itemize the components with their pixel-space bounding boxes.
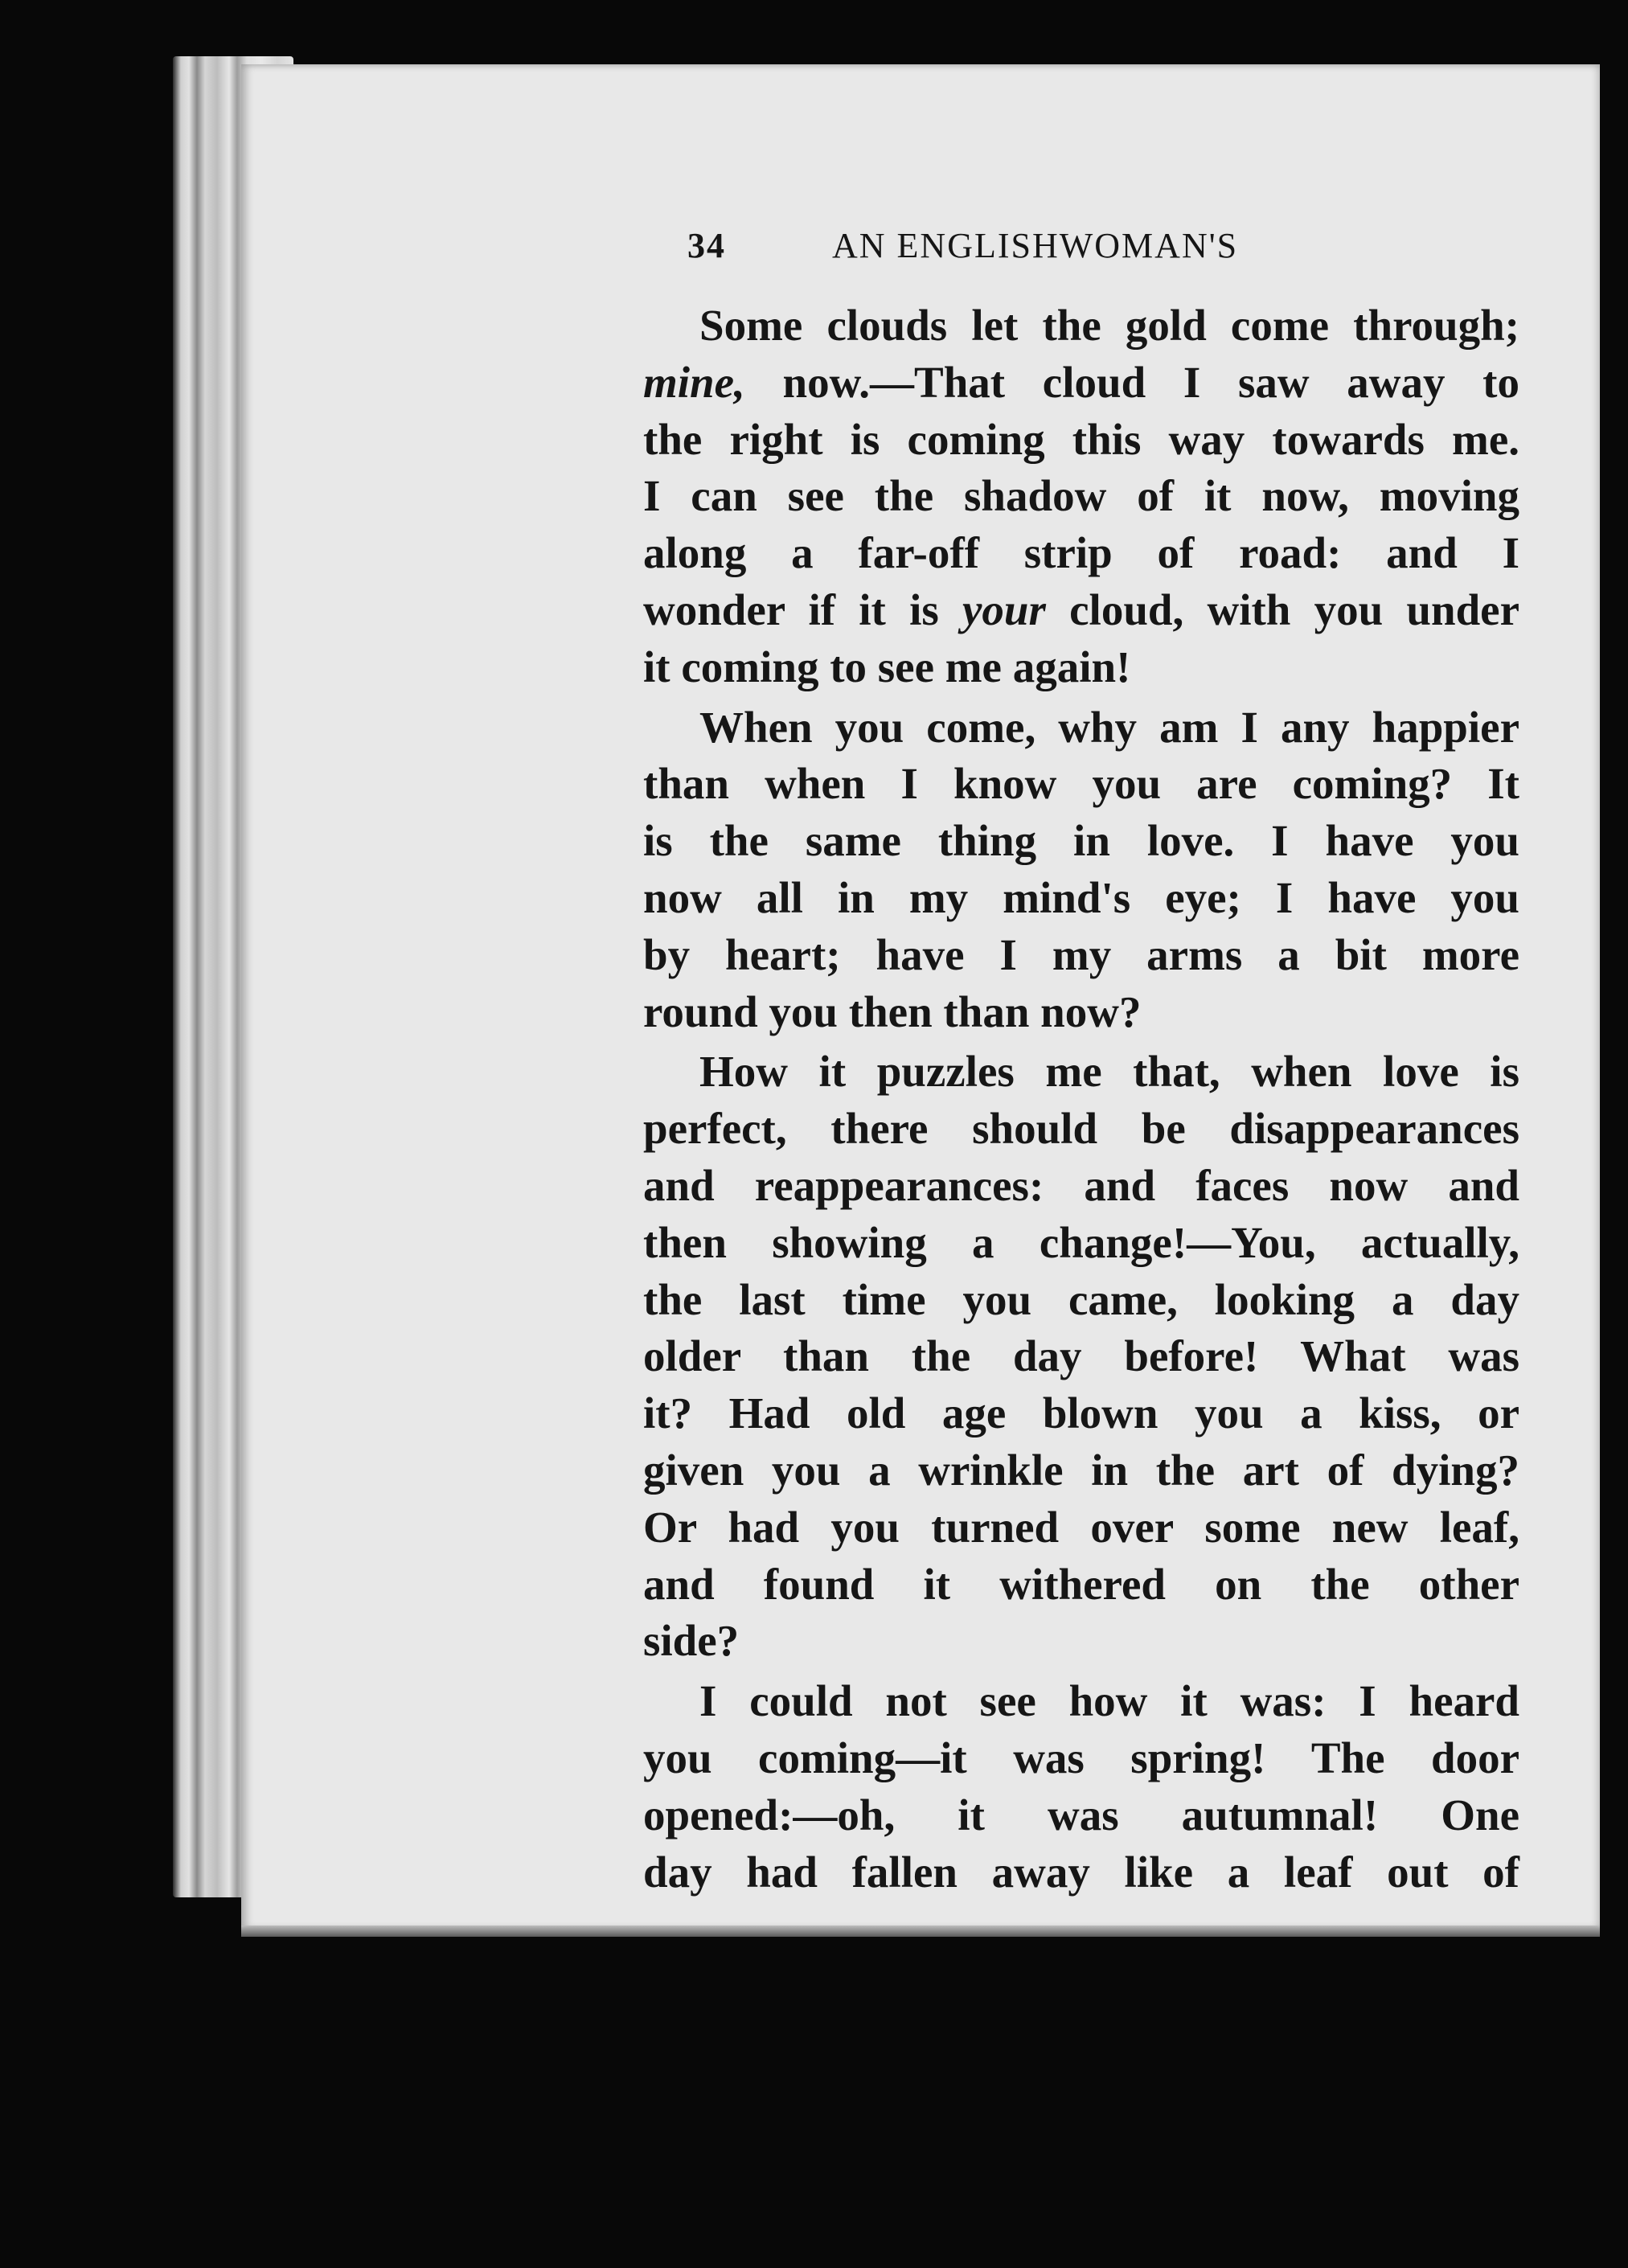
text-line: given you a wrinkle in the art of dying? xyxy=(643,1445,1519,1495)
page-number: 34 xyxy=(687,226,726,265)
text-line: mine, now.—That cloud I saw away to xyxy=(643,357,1519,407)
italic-word: mine, xyxy=(643,357,745,407)
text-line: round you then than now? xyxy=(643,986,1142,1036)
text-line: and found it withered on the other xyxy=(643,1559,1519,1609)
text-line: than when I know you are coming? It xyxy=(643,759,1519,809)
text-line: it? Had old age blown you a kiss, or xyxy=(643,1388,1519,1438)
text-line: now all in my mind's eye; I have you xyxy=(643,872,1519,922)
page-bottom-edge xyxy=(241,1926,1600,1937)
text-line: day had fallen away like a leaf out of xyxy=(643,1847,1519,1897)
text-line: and reappearances: and faces now and xyxy=(643,1160,1519,1210)
text-line: side? xyxy=(643,1616,740,1666)
text-line: When you come, why am I any happier xyxy=(699,702,1519,752)
italic-word: your xyxy=(962,584,1046,634)
paragraph-4 xyxy=(643,1673,1519,1901)
text-line: opened:—oh, it was autumnal! One xyxy=(643,1790,1519,1839)
page-text-block xyxy=(643,225,1519,1901)
text-line: along a far-off strip of road: and I xyxy=(643,528,1519,578)
paragraph-2 xyxy=(643,699,1519,1041)
text-line: then showing a change!—You, actually, xyxy=(643,1217,1519,1267)
text-line: I could not see how it was: I heard xyxy=(699,1676,1519,1726)
text-line: wonder if it is your cloud, with you under xyxy=(643,584,1519,634)
paragraph-1 xyxy=(643,297,1519,696)
text-line: is the same thing in love. I have you xyxy=(643,816,1519,866)
text-line: the right is coming this way towards me. xyxy=(643,414,1519,464)
text-line: perfect, there should be disappearances xyxy=(643,1104,1519,1154)
text-line: Or had you turned over some new leaf, xyxy=(643,1502,1519,1552)
paragraph-3 xyxy=(643,1044,1519,1670)
text-line: I can see the shadow of it now, moving xyxy=(643,471,1519,521)
running-head xyxy=(687,225,1519,281)
text-line: you coming—it was spring! The door xyxy=(643,1733,1519,1782)
text-line: older than the day before! What was xyxy=(643,1331,1519,1381)
text-line: it coming to see me again! xyxy=(643,642,1131,691)
text-line: the last time you came, looking a day xyxy=(643,1274,1519,1324)
text-line: Some clouds let the gold come through; xyxy=(699,301,1519,350)
text-line: How it puzzles me that, when love is xyxy=(699,1047,1519,1097)
running-head-title: AN ENGLISHWOMAN'S xyxy=(832,226,1239,265)
text-line: by heart; have I my arms a bit more xyxy=(643,929,1519,979)
